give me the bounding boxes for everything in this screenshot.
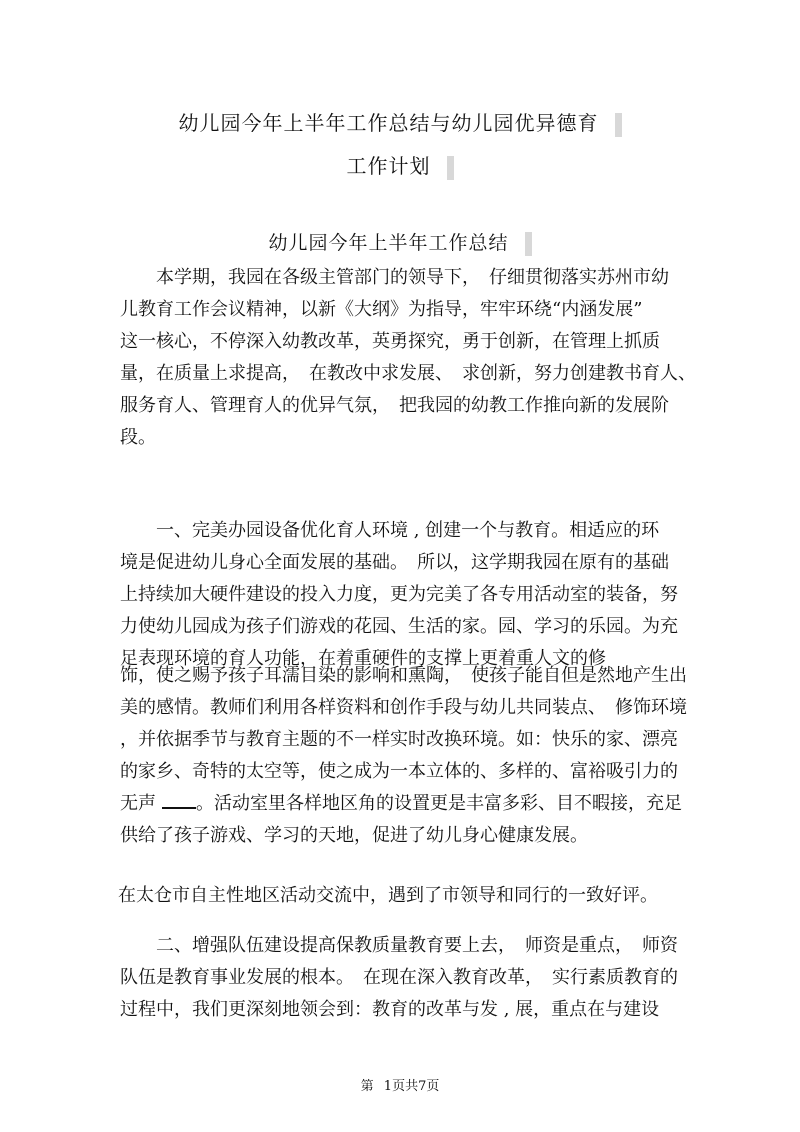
text-line: 饰，使之赐予孩子耳濡目染的影响和熏陶， 使孩子能自但是然地产生出	[120, 665, 687, 686]
paragraph-environment	[120, 515, 680, 675]
paragraph-praise	[118, 880, 678, 912]
text-line: 二、增强队伍建设提高保教质量教育要上去， 师资是重点， 师资	[120, 935, 678, 956]
title-separator-mark	[447, 156, 454, 180]
text-line: 段。	[120, 427, 156, 448]
text-line: 服务育人、管理育人的优异气氛， 把我园的幼教工作推向新的发展阶	[120, 395, 669, 416]
paragraph-staff	[120, 930, 680, 1026]
paragraph-intro	[120, 262, 696, 454]
footer-prefix: 第	[360, 1079, 374, 1094]
text-line-with-blank: 无声 。活动室里各样地区角的设置更是丰富多彩、目不暇接，充足	[120, 793, 682, 814]
text-line: 美的感情。教师们利用各样资料和创作手段与幼儿共同装点、 修饰环境	[120, 697, 687, 718]
text-line: 供给了孩子游戏、学习的天地，促进了幼儿身心健康发展。	[120, 825, 588, 846]
text-line: 的家乡、奇特的太空等，使之成为一本立体的、多样的、富裕吸引力的	[120, 761, 678, 782]
text-line: 本学期，我园在各级主管部门的领导下， 仔细贯彻落实苏州市幼	[120, 267, 669, 288]
text-line: 队伍是教育事业发展的根本。 在现在深入教育改革， 实行素质教育的	[120, 967, 678, 988]
document-title-line2: 工作计划	[0, 150, 800, 180]
fill-in-blank	[162, 793, 196, 809]
text-line: 上持续加大硬件建设的投入力度，更为完美了各专用活动室的装备，努	[120, 584, 678, 605]
text-line: 过程中，我们更深刻地领会到：教育的改革与发 , 展，重点在与建设	[120, 999, 660, 1020]
document-title-line1: 幼儿园今年上半年工作总结与幼儿园优异德育	[0, 107, 800, 137]
text-line: ，并依据季节与教育主题的不一样实时改换环境。如：快乐的家、漂亮	[120, 729, 678, 750]
text-line: 这一核心，不停深入幼教改革，英勇探究，勇于创新，在管理上抓质	[120, 331, 660, 352]
text-line: 在太仓市自主性地区活动交流中，遇到了市领导和同行的一致好评。	[118, 885, 658, 906]
title-separator-mark	[615, 113, 622, 137]
text-line: 力使幼儿园成为孩子们游戏的花园、生活的家。园、学习的乐园。为充	[120, 616, 678, 637]
text-line: 境是促进幼儿身心全面发展的基础。 所以，这学期我园在原有的基础	[120, 552, 669, 573]
title-separator-mark	[525, 232, 532, 256]
paragraph-decoration	[120, 660, 687, 852]
page-footer	[0, 1075, 800, 1094]
section-title: 幼儿园今年上半年工作总结	[0, 228, 800, 256]
page-number: 1页共7页	[383, 1079, 440, 1094]
text-line: 足表现环境的育人功能，在着重硬件的支撑上更着重人文的修	[120, 648, 606, 669]
text-line: 儿教育工作会议精神，以新《大纲》为指导，牢牢环绕“内涵发展”	[120, 299, 643, 320]
text-line: 量，在质量上求提高， 在教改中求发展、 求创新，努力创建教书育人、	[120, 363, 696, 384]
text-line: 一、完美办园设备优化育人环境 , 创建一个与教育。相适应的环	[120, 520, 660, 541]
